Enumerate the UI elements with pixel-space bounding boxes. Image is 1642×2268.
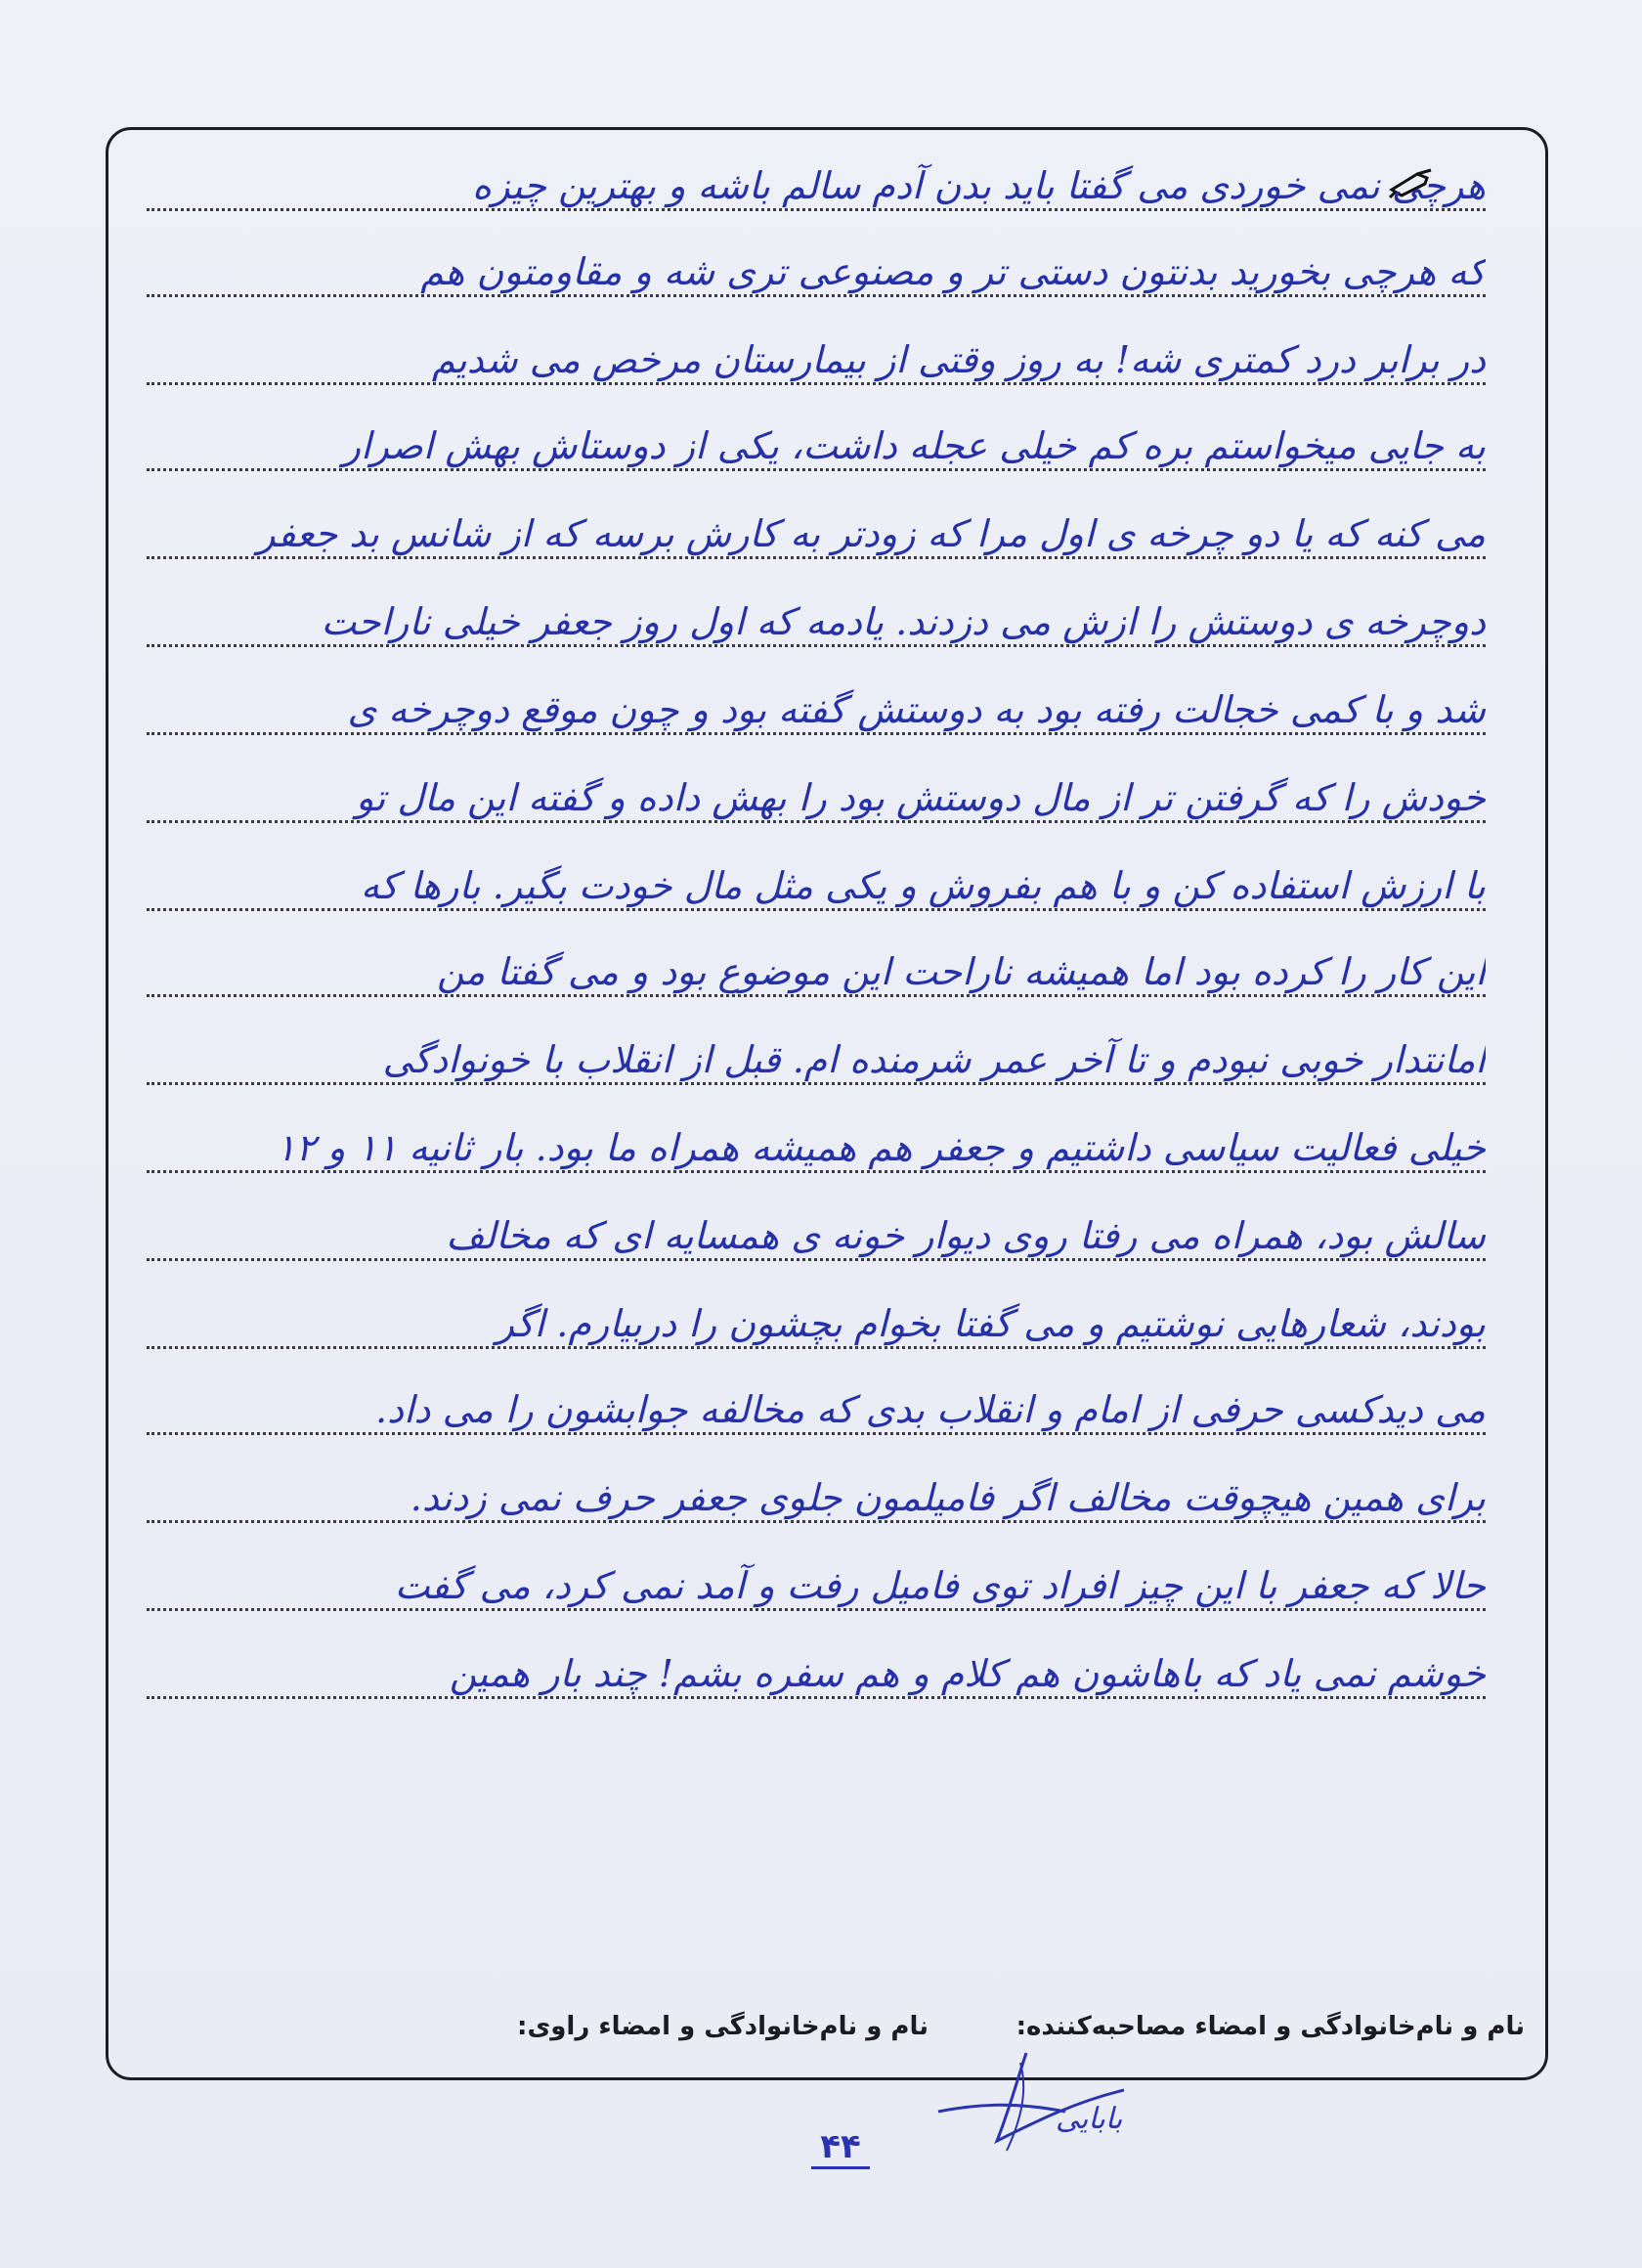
handwritten-line: با ارزش استفاده کن و با هم بفروش و یکی مثل مال خودت بگیر. بارها که bbox=[147, 847, 1486, 925]
handwritten-line: می دیدکسی حرفی از امام و انقلاب بدی که مخالفه جوابشون را می داد. bbox=[147, 1371, 1486, 1449]
page-number: ۴۴ bbox=[811, 2127, 870, 2169]
handwritten-line: این کار را کرده بود اما همیشه ناراحت این موضوع بود و می گفتا من bbox=[147, 933, 1486, 1011]
signature-name: بابایی bbox=[1056, 2102, 1123, 2136]
handwritten-line: بودند، شعارهایی نوشتیم و می گفتا بخوام بچشون را دربیارم. اگر bbox=[147, 1285, 1486, 1363]
interviewer-signature-label: نام و نام‌خانوادگی و امضاء مصاحبه‌کننده: bbox=[1015, 2012, 1525, 2041]
handwritten-line: خوشم نمی یاد که باهاشون هم کلام و هم سفره بشم! چند بار همین bbox=[147, 1635, 1486, 1713]
handwritten-line: می کنه که یا دو چرخه ی اول مرا که زودتر به کارش برسه که از شانس بد جعفر bbox=[147, 495, 1486, 573]
handwritten-line: حالا که جعفر با این چیز افراد توی فامیل رفت و آمد نمی کرد، می گفت bbox=[147, 1547, 1486, 1625]
handwritten-line: در برابر درد کمتری شه! به روز وقتی از بیمارستان مرخص می شدیم bbox=[147, 321, 1486, 399]
handwritten-line: هرچی نمی خوردی می گفتا باید بدن آدم سالم باشه و بهترین چیزه bbox=[147, 147, 1486, 225]
handwritten-line: که هرچی بخورید بدنتون دستی تر و مصنوعی تری شه و مقاومتون هم bbox=[147, 233, 1486, 311]
handwritten-line: برای همین هیچوقت مخالف اگر فامیلمون جلوی جعفر حرف نمی زدند. bbox=[147, 1459, 1486, 1537]
handwritten-line: خیلی فعالیت سیاسی داشتیم و جعفر هم همیشه همراه ما بود. بار ثانیه ۱۱ و ۱۲ bbox=[147, 1109, 1486, 1187]
handwritten-line: شد و با کمی خجالت رفته بود به دوستش گفته بود و چون موقع دوچرخه ی bbox=[147, 671, 1486, 749]
handwritten-line: به جایی میخواستم بره کم خیلی عجله داشت، یکی از دوستاش بهش اصرار bbox=[147, 407, 1486, 485]
narrator-signature-label: نام و نام‌خانوادگی و امضاء راوی: bbox=[517, 2012, 929, 2041]
handwritten-line: دوچرخه ی دوستش را ازش می دزدند. یادمه که اول روز جعفر خیلی ناراحت bbox=[147, 583, 1486, 661]
handwritten-line: امانتدار خوبی نبودم و تا آخر عمر شرمنده ام. قبل از انقلاب با خونوادگی bbox=[147, 1021, 1486, 1099]
handwritten-line: خودش را که گرفتن تر از مال دوستش بود را بهش داده و گفته این مال تو bbox=[147, 759, 1486, 837]
handwritten-line: سالش بود، همراه می رفتا روی دیوار خونه ی همسایه ای که مخالف bbox=[147, 1197, 1486, 1275]
